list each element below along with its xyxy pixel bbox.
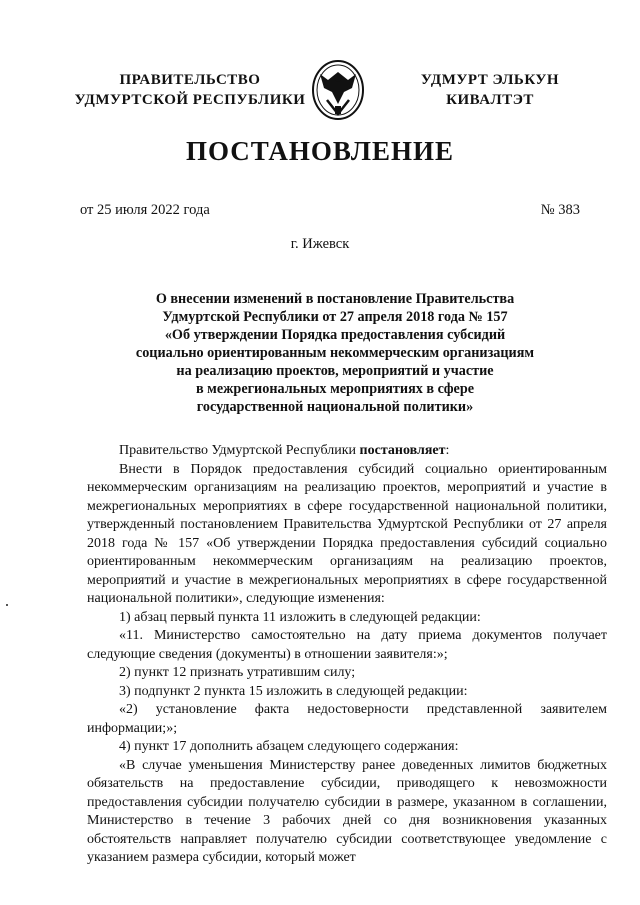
issuer-russian: [70, 70, 310, 110]
body-paragraph: «11. Министерство самостоятельно на дату приема документов получает следующие сведения (документы) в отношении заявителя:»;: [87, 628, 607, 662]
body-paragraph: 3) подпункт 2 пункта 15 изложить в следующей редакции:: [119, 683, 468, 699]
body-paragraph: 1) абзац первый пункта 11 изложить в следующей редакции:: [119, 609, 481, 625]
coat-of-arms-icon: [310, 58, 366, 128]
title-line: О внесении изменений в постановление Правительства: [155, 291, 515, 307]
document-body: [87, 442, 607, 868]
issuer-ud-line2: КИВАЛТЭТ: [446, 92, 534, 108]
intro-prefix: Правительство Удмуртской Республики: [119, 443, 360, 458]
title-line: государственной национальной политики»: [196, 399, 474, 415]
issuer-ru-line2: УДМУРТСКОЙ РЕСПУБЛИКИ: [74, 92, 306, 108]
document-number: № 383: [540, 202, 580, 218]
title-line: «Об утверждении Порядка предоставления субсидий: [164, 327, 506, 343]
intro-suffix: :: [445, 443, 450, 458]
resolution-intro: [87, 442, 607, 461]
issuer-udmurt: [400, 70, 580, 110]
title-line: в межрегиональных мероприятиях в сфере: [195, 381, 475, 397]
body-paragraph: Внести в Порядок предоставления субсидий социально ориентированным некоммерческим организациям на реализацию проектов, мероприятий и участие в межрегиональных мероприятиях в сфере государственной национальной политики, утвержденный постановлением Правительства Удмуртской Республики от 27 апреля 2018 года № 157 «Об утверждении Порядка предоставления субсидий социально ориентированным некоммерческим организациям на реализацию проектов, мероприятий и участие в межрегиональных мероприятиях в сфере государственной национальной политики», следующие изменения:: [87, 461, 607, 606]
body-paragraph: «2) установление факта недостоверности представленной заявителем информации;»;: [87, 702, 607, 736]
document-city: г. Ижевск: [290, 236, 350, 252]
document-type: ПОСТАНОВЛЕНИЕ: [185, 136, 455, 166]
document-date: от 25 июля 2022 года: [80, 202, 210, 218]
body-paragraph: «В случае уменьшения Министерству ранее доведенных лимитов бюджетных обязательств на предоставление субсидии, приводящего к невозможности предоставления субсидии получателю субсидии в размере, указанном в соглашении, Министерство в течение 3 рабочих дней со дня возникновения указанных обстоятельств направляет получателю субсидии соответствующее уведомление с указанием размера субсидии, который может: [87, 757, 607, 865]
document-title: [100, 290, 570, 416]
issuer-ru-line1: ПРАВИТЕЛЬСТВО: [119, 72, 261, 88]
issuer-ud-line1: УДМУРТ ЭЛЬКУН: [420, 72, 560, 88]
scan-speck: [6, 604, 8, 606]
title-line: на реализацию проектов, мероприятий и участие: [176, 363, 494, 379]
body-paragraph: 2) пункт 12 признать утратившим силу;: [119, 665, 356, 680]
intro-verb: постановляет: [359, 443, 446, 458]
body-paragraph: 4) пункт 17 дополнить абзацем следующего содержания:: [119, 739, 459, 754]
title-line: Удмуртской Республики от 27 апреля 2018 года № 157: [162, 309, 508, 325]
title-line: социально ориентированным некоммерческим организациям: [135, 345, 535, 361]
